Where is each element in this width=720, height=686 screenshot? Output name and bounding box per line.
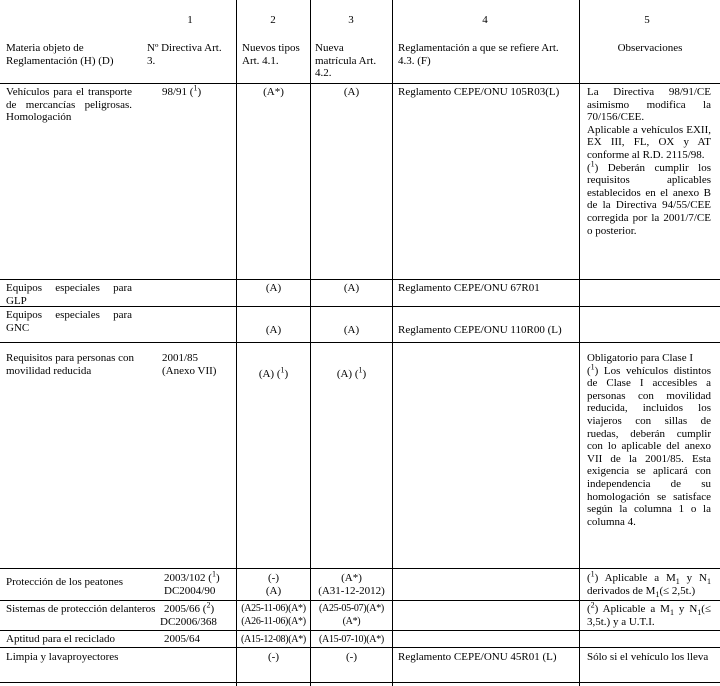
- header-observaciones: Observaciones: [617, 42, 683, 54]
- header-materia: Materia objeto de Reglamentación (H) (D): [6, 42, 114, 67]
- directiva-cell: 2003/102 ($^1$) DC2004/90: [164, 569, 220, 597]
- column-number: 2: [270, 14, 276, 26]
- nuevos-tipos-cell: (A) ($^1$): [258, 365, 289, 380]
- observacion-text: La Directiva 98/91/CE asimismo modifica la 70/156/CEE.: [587, 86, 711, 124]
- observaciones-cell: [587, 352, 711, 528]
- header-nuevos-tipos: Nuevos tipos Art. 4.1.: [242, 42, 300, 67]
- nuevos-tipos-cell: (-) (A): [265, 572, 282, 597]
- directiva-cell: 98/91 ($^1$): [162, 83, 202, 98]
- nueva-matricula-cell: (A): [343, 324, 360, 336]
- nueva-matricula-cell: (A): [343, 282, 360, 294]
- footnote-text: ($^1$) Deberán cumplir los requisitos aplicables establecidos en el anexo B de la Directiva 94/55/CEE corregida por la 2001/7/CE o posterior.: [587, 158, 711, 237]
- nuevos-tipos-cell: (A25-11-06)(A*) (A26-11-06)(A*): [241, 603, 306, 627]
- nueva-matricula-cell: (A): [343, 86, 360, 98]
- footnote-text: ($^1$) Los vehículos distintos de Clase I accesibles a personas con movilidad reducida, incluidos los viajeros con sillas de ruedas, deberán cumplir con lo aplicable del anexo VII de la 2001/85. Esta exigencia se aplicará con independencia de su homologación se satisface según la columna 1 o la columna 4.: [587, 361, 711, 528]
- materia-cell: Limpia y lavaproyectores: [6, 651, 119, 663]
- observaciones-cell: ($^2$) Aplicable a $M_1$ y $N_1(\le 3,5t.)$ y a U.T.I.: [587, 600, 711, 628]
- nuevos-tipos-cell: (A15-12-08)(A*): [241, 634, 306, 645]
- row-divider: [0, 682, 720, 683]
- observaciones-cell: Sólo si el vehículo los lleva: [587, 651, 709, 663]
- column-number: 1: [187, 14, 193, 26]
- header-nueva-matricula: Nueva matrícula Art. 4.2.: [315, 42, 377, 80]
- nueva-matricula-cell: (A*) (A31-12-2012): [318, 572, 385, 597]
- materia-cell: Equipos especiales para GNC: [6, 309, 132, 334]
- row-divider: [0, 600, 720, 601]
- materia-cell: Protección de los peatones: [6, 576, 123, 588]
- row-divider: [0, 342, 720, 343]
- directiva-cell: 2005/66 ($^2$) DC2006/368: [160, 600, 217, 628]
- row-divider: [0, 647, 720, 648]
- row-divider: [0, 83, 720, 84]
- directiva-cell: 2005/64: [164, 633, 201, 645]
- materia-cell: Equipos especiales para GLP: [6, 282, 132, 307]
- materia-cell: Vehículos para el transporte de mercancías peligrosas. Homologación: [6, 86, 132, 124]
- row-divider: [0, 279, 720, 280]
- materia-cell: Sistemas de protección delanteros: [6, 603, 156, 615]
- row-divider: [0, 568, 720, 569]
- observaciones-cell: [587, 86, 711, 237]
- column-number: 3: [348, 14, 354, 26]
- observacion-text: Obligatorio para Clase I: [587, 352, 693, 364]
- reglamentacion-cell: Reglamento CEPE/ONU 67R01: [398, 282, 540, 294]
- observacion-text: Aplicable a vehículos EXII, EX III, FL, OX y AT conforme al R.D. 2115/98.: [587, 123, 711, 161]
- nuevos-tipos-cell: (A): [265, 282, 282, 294]
- materia-cell: Aptitud para el reciclado: [6, 633, 116, 645]
- column-number: 5: [644, 14, 650, 26]
- header-directiva: Nº Directiva Art. 3.: [147, 42, 222, 67]
- nueva-matricula-cell: (A25-05-07)(A*) (A*): [319, 603, 384, 627]
- materia-cell: Requisitos para personas con movilidad reducida: [6, 352, 134, 377]
- column-number: 4: [482, 14, 488, 26]
- nuevos-tipos-cell: (A*): [263, 86, 284, 98]
- nuevos-tipos-cell: (-): [268, 651, 279, 663]
- directiva-cell: 2001/85 (Anexo VII): [162, 352, 217, 377]
- row-divider: [0, 630, 720, 631]
- nuevos-tipos-cell: (A): [265, 324, 282, 336]
- reglamentacion-cell: Reglamento CEPE/ONU 110R00 (L): [398, 324, 562, 336]
- nueva-matricula-cell: (-): [346, 651, 357, 663]
- nueva-matricula-cell: (A15-07-10)(A*): [319, 634, 384, 645]
- reglamentacion-cell: Reglamento CEPE/ONU 105R03(L): [398, 86, 560, 98]
- observaciones-cell: ($^1$) Aplicable a $M_1$ y $N_1$ derivados de $M_1(\le 2,5t.)$: [587, 569, 711, 599]
- reglamentacion-cell: Reglamento CEPE/ONU 45R01 (L): [398, 651, 557, 663]
- column-divider: [392, 0, 393, 686]
- header-reglamentacion: Reglamentación a que se refiere Art. 4.3. (F): [398, 42, 559, 67]
- column-divider: [579, 0, 580, 686]
- nueva-matricula-cell: (A) ($^1$): [336, 365, 367, 380]
